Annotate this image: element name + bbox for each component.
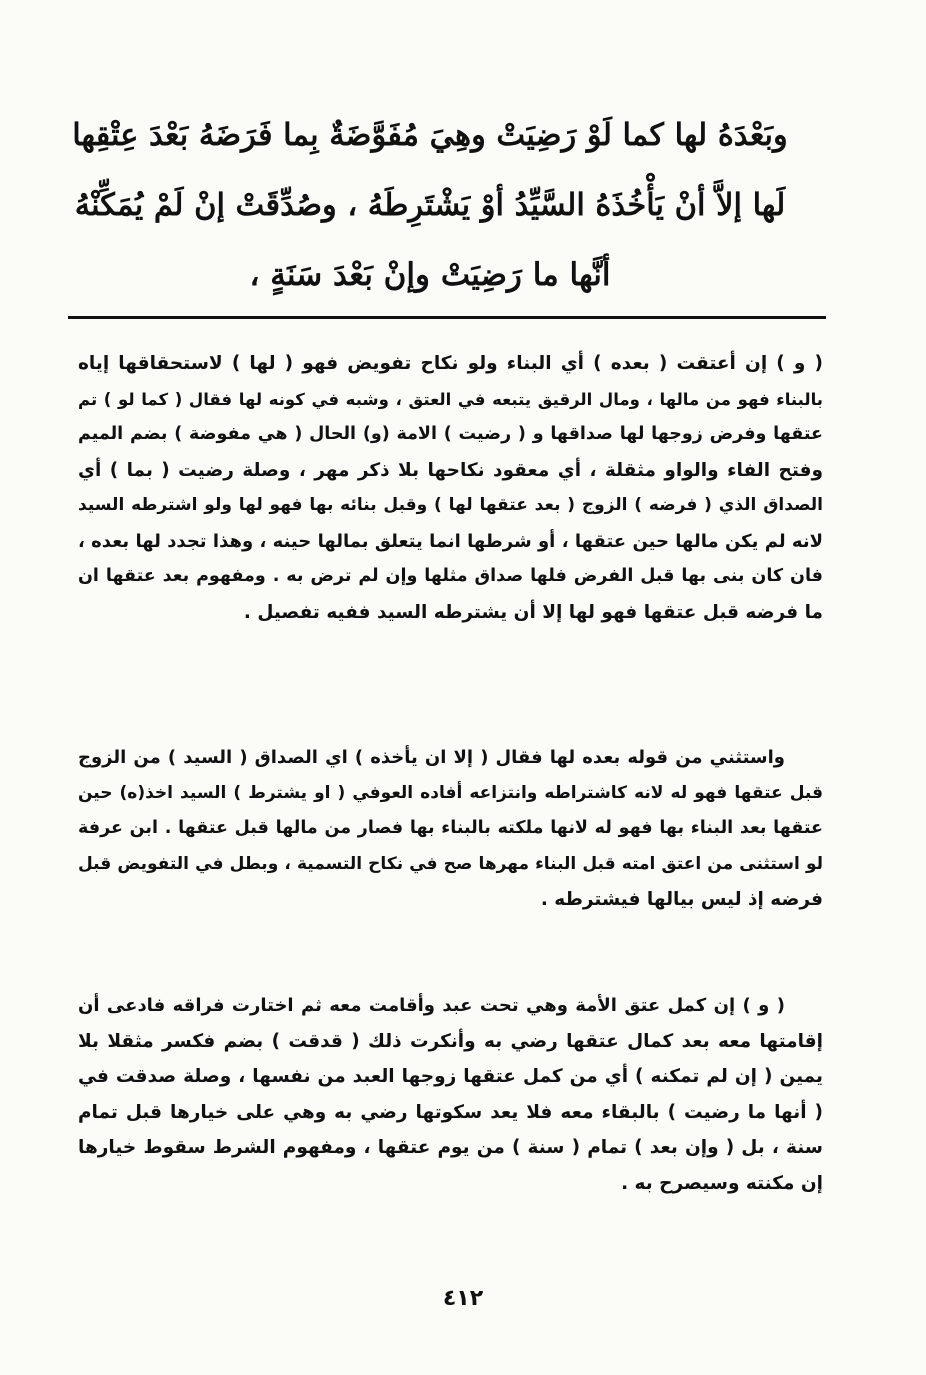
commentary-line: لانه لم يكن مالها حين عتقها ، أو شرطها انما يتعلق بمالها حينه ، وهذا تجدد لها بعده ، — [78, 530, 823, 552]
commentary-line: فان كان بنى بها قبل الفرض فلها صداق مثلها وإن لم ترض به . ومفهوم بعد عتقها ان — [78, 566, 823, 586]
matn-verse-block — [70, 100, 790, 310]
commentary-line: ( و ) إن كمل عتق الأمة وهي تحت عبد وأقامت معه ثم اختارت فراقه فادعى أن — [78, 995, 785, 1016]
commentary-paragraph — [78, 988, 823, 1201]
commentary-line: عتقها بعد البناء بها فهو له لانها ملكته بالبناء بها فصار من مالها قبل عتقها . ابن عرفة — [78, 818, 823, 838]
commentary-line: ( و ) إن أعتقت ( بعده ) أي البناء ولو نكاح تفويض فهو ( لها ) لاستحقاقها إياه — [78, 353, 823, 374]
page-number: ٤١٢ — [442, 1286, 484, 1311]
commentary-line: يمين ( إن لم تمكنه ) أي من كمل عتقها زوجها العبد من نفسها ، وصلة صدقت في — [78, 1066, 823, 1087]
commentary-paragraph — [78, 740, 823, 918]
matn-line: وبَعْدَهُ لها كما لَوْ رَضِيَتْ وهِيَ مُفَوَّضَةٌ بِما فَرَضَهُ بَعْدَ عِتْقِها — [72, 117, 788, 153]
commentary-line: إن مكنته وسيصرح به . — [621, 1172, 823, 1194]
matn-line: لَها إلاَّ أنْ يَأْخُذَهُ السَّيِّدُ أوْ يَشْتَرِطَهُ ، وصُدِّقَتْ إنْ لَمْ يُمَكِّنْهُ — [74, 187, 786, 223]
commentary-line: الصداق الذي ( فرضه ) الزوج ( بعد عتقها لها ) وقبل بنائه بها فهو لها ولو اشترطه السيد — [78, 495, 823, 515]
commentary-line: واستثني من قوله بعده لها فقال ( إلا ان يأخذه ) اي الصداق ( السيد ) من الزوج — [78, 747, 785, 768]
commentary-paragraph — [78, 346, 823, 630]
commentary-line: سنة ، بل ( وإن بعد ) تمام ( سنة ) من يوم عتقها ، ومفهوم الشرط سقوط خيارها — [78, 1137, 823, 1158]
commentary-line: فرضه إذ ليس بيالها فيشترطه . — [540, 889, 823, 910]
commentary-line: وفتح الفاء والواو مثقلة ، أي معقود نكاحها بلا ذكر مهر ، وصلة رضيت ( بما ) أي — [78, 459, 823, 481]
commentary-line: ما فرضه قبل عتقها فهو لها إلا أن يشترطه السيد ففيه تفصيل . — [243, 601, 823, 623]
commentary-line: عتقها وفرض زوجها لها صداقها و ( رضيت ) الامة (و) الحال ( هي مفوضة ) بضم الميم — [78, 424, 823, 444]
separator-rule — [68, 316, 826, 319]
matn-line: أنَّها ما رَضِيَتْ وإنْ بَعْدَ سَنَةٍ ، — [249, 257, 611, 293]
commentary-line: قبل عتقها فهو له لانه كاشتراطه وانتزاعه أفاده العوفي ( او يشترط ) السيد اخذ(ه) حين — [78, 782, 823, 803]
commentary-line: ( أنها ما رضيت ) بالبقاء معه فلا يعد سكوتها رضي به وهي على خيارها قبل تمام — [78, 1101, 823, 1123]
commentary-line: بالبناء فهو من مالها ، ومال الرقيق يتبعه في العتق ، وشبه في كونه لها فقال ( كما لو ) تم — [78, 389, 823, 409]
commentary-line: إقامتها معه بعد كمال عتقها رضي به وأنكرت ذلك ( قدقت ) بضم فكسر مثقلا بلا — [78, 1030, 823, 1052]
commentary-line: لو استثنى من اعتق امته قبل البناء مهرها صح في نكاح التسمية ، وبطل في التفويض قبل — [78, 853, 823, 874]
